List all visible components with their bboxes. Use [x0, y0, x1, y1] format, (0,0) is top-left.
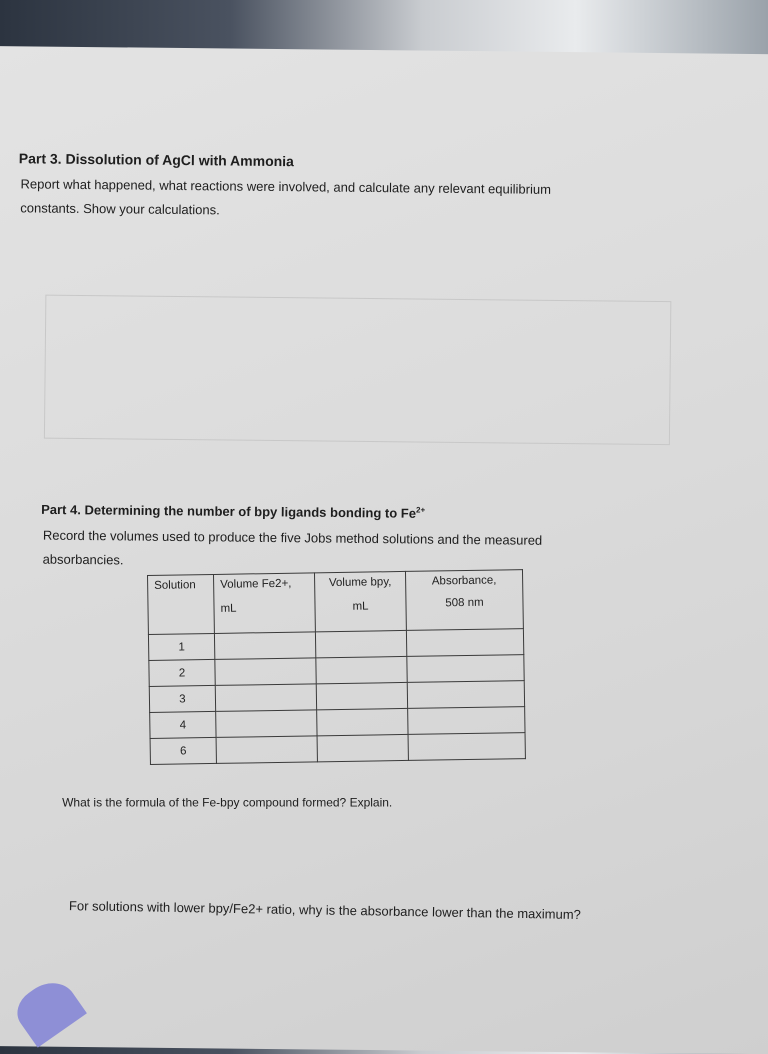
- cell: [215, 658, 316, 686]
- header-volume-bpy: Volume bpy, mL: [314, 571, 406, 631]
- part4-instructions-line2: absorbancies.: [42, 551, 124, 568]
- cell: [316, 682, 407, 709]
- cell: [316, 656, 407, 683]
- solution-number: 1: [148, 633, 214, 660]
- header-solution: Solution: [148, 574, 215, 634]
- header-absorbance: Absorbance, 508 nm: [405, 570, 523, 631]
- cell: [215, 684, 316, 712]
- cell: [214, 632, 315, 660]
- table-row: [150, 733, 525, 765]
- solution-number: 6: [150, 737, 216, 764]
- cell: [406, 629, 523, 657]
- cell: [408, 733, 525, 761]
- cell: [315, 630, 406, 657]
- part3-instructions-line1: Report what happened, what reactions were involved, and calculate any relevant equilibrium: [20, 176, 552, 197]
- jobs-method-table: [147, 569, 526, 765]
- worksheet-page: [0, 46, 768, 1054]
- question-formula: What is the formula of the Fe-bpy compound formed? Explain.: [62, 795, 393, 810]
- cell: [317, 708, 408, 735]
- cell: [317, 734, 408, 761]
- table-header-row: [148, 570, 524, 635]
- cell: [408, 707, 525, 735]
- part4-instructions-line1: Record the volumes used to produce the five Jobs method solutions and the measured: [42, 527, 543, 548]
- question-absorbance: For solutions with lower bpy/Fe2+ ratio, why is the absorbance lower than the maximum?: [68, 898, 581, 923]
- cell: [407, 655, 524, 683]
- solution-number: 2: [149, 659, 215, 686]
- part3-title: Part 3. Dissolution of AgCl with Ammonia: [18, 150, 294, 170]
- cell: [216, 710, 317, 738]
- part4-title: Part 4. Determining the number of bpy ligands bonding to $Fe^{2+}$: [41, 501, 426, 521]
- header-volume-fe: Volume Fe2+, mL: [213, 573, 315, 634]
- part3-instructions-line2: constants. Show your calculations.: [20, 200, 220, 218]
- solution-number: 4: [150, 711, 216, 738]
- cell: [407, 681, 524, 709]
- bleed-through-table: [44, 295, 671, 446]
- cell: [216, 736, 317, 764]
- solution-number: 3: [149, 685, 215, 712]
